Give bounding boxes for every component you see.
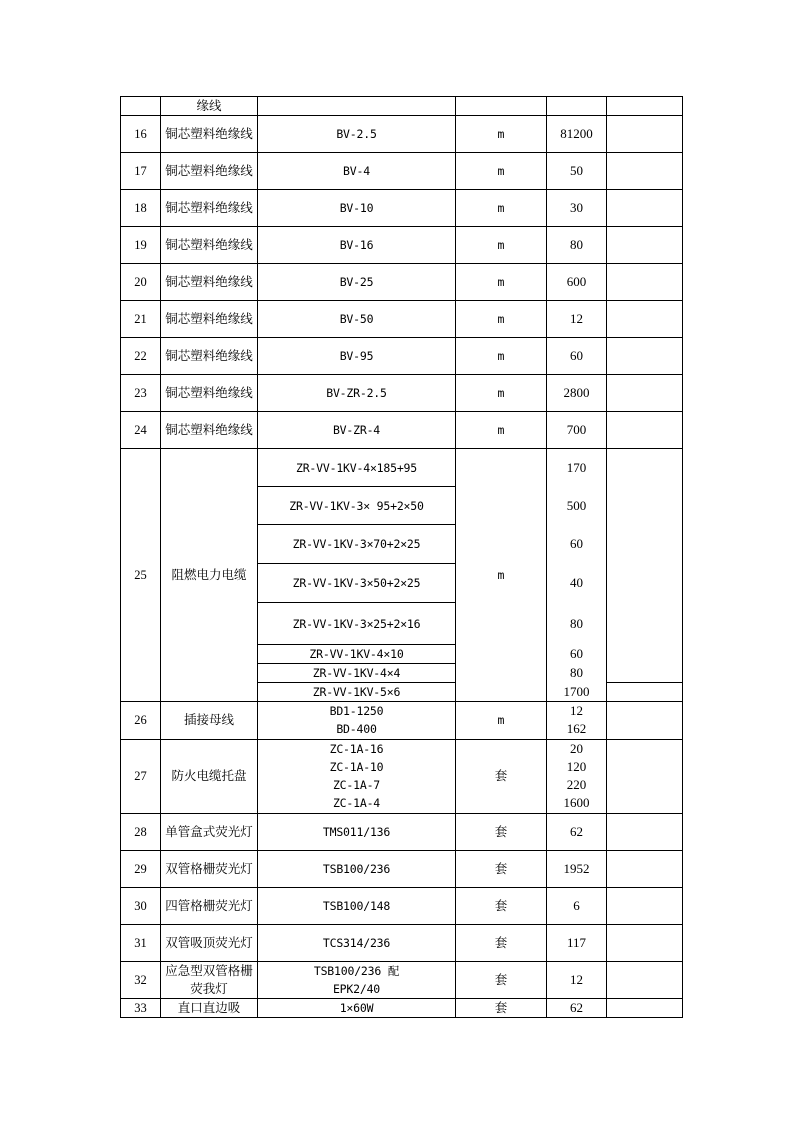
item-remark	[607, 190, 683, 227]
item-remark	[607, 702, 683, 740]
spec-line: ZC-1A-10	[329, 759, 384, 774]
item-spec: TCS314/236	[258, 924, 456, 961]
item-qty: 50	[547, 153, 607, 190]
item-spec: BV-2.5	[258, 116, 456, 153]
item-qty: 6	[547, 887, 607, 924]
qty-line: 220	[566, 777, 587, 793]
item-unit: m	[456, 190, 547, 227]
item-unit: m	[456, 153, 547, 190]
spec-line: BD1-1250	[329, 704, 384, 718]
row-number: 23	[121, 375, 161, 412]
item-qty: 62	[547, 813, 607, 850]
item-qty: 40	[547, 564, 607, 603]
item-spec: TSB100/236	[258, 850, 456, 887]
row-number: 32	[121, 961, 161, 999]
item-qty: 60	[547, 525, 607, 564]
item-spec: BV-95	[258, 338, 456, 375]
item-qty: 2800	[547, 375, 607, 412]
table-row	[121, 813, 683, 850]
item-remark	[607, 887, 683, 924]
table-row	[121, 924, 683, 961]
item-spec: 1×60W	[258, 999, 456, 1018]
item-unit: 套	[456, 887, 547, 924]
row-number: 29	[121, 850, 161, 887]
table-row	[121, 190, 683, 227]
item-unit: m	[456, 449, 547, 702]
item-remark	[607, 301, 683, 338]
item-unit: m	[456, 412, 547, 449]
item-spec: ZR-VV-1KV-4×4	[258, 664, 456, 683]
item-qty: 1700	[547, 683, 607, 702]
item-name: 双管吸顶荧光灯	[161, 924, 258, 961]
spec-line: ZC-1A-7	[332, 778, 381, 793]
table-row	[121, 301, 683, 338]
row-number: 24	[121, 412, 161, 449]
item-unit: m	[456, 227, 547, 264]
item-unit: m	[456, 116, 547, 153]
item-unit: 套	[456, 850, 547, 887]
qty-line: 1600	[563, 795, 590, 811]
row-number: 33	[121, 999, 161, 1018]
materials-table	[120, 96, 683, 1018]
row-number: 28	[121, 813, 161, 850]
row-number: 27	[121, 739, 161, 813]
item-remark	[607, 961, 683, 999]
spec-line: ZC-1A-4	[332, 796, 381, 811]
item-spec: ZR-VV-1KV-4×185+95	[258, 449, 456, 487]
item-unit: m	[456, 375, 547, 412]
item-spec: BV-10	[258, 190, 456, 227]
item-unit: m	[456, 338, 547, 375]
item-unit: m	[456, 264, 547, 301]
row-number: 21	[121, 301, 161, 338]
item-qty: 600	[547, 264, 607, 301]
item-qty: 12	[547, 961, 607, 999]
item-name: 双管格栅荧光灯	[161, 850, 258, 887]
item-qty: 60	[547, 338, 607, 375]
item-remark	[607, 116, 683, 153]
item-remark	[607, 999, 683, 1018]
item-name: 阻燃电力电缆	[161, 449, 258, 702]
item-name: 铜芯塑料绝缘线	[161, 153, 258, 190]
table-row	[121, 153, 683, 190]
qty-line: 120	[566, 759, 587, 775]
item-spec: ZR-VV-1KV-4×10	[258, 645, 456, 664]
item-spec	[258, 961, 456, 999]
table-row	[121, 961, 683, 999]
item-spec: ZR-VV-1KV-3×70+2×25	[258, 525, 456, 564]
item-qty: 1952	[547, 850, 607, 887]
item-name: 铜芯塑料绝缘线	[161, 264, 258, 301]
item-name: 铜芯塑料绝缘线	[161, 338, 258, 375]
table-row	[121, 850, 683, 887]
row-number	[121, 97, 161, 116]
item-unit: m	[456, 702, 547, 740]
item-spec: BV-50	[258, 301, 456, 338]
row-number: 17	[121, 153, 161, 190]
item-name: 铜芯塑料绝缘线	[161, 301, 258, 338]
item-name: 直口直边吸	[161, 999, 258, 1018]
qty-line: 12	[570, 703, 583, 719]
item-qty: 80	[547, 227, 607, 264]
table-row	[121, 375, 683, 412]
item-spec: ZR-VV-1KV-3×50+2×25	[258, 564, 456, 603]
item-qty: 80	[547, 664, 607, 683]
spec-line: TSB100/236 配	[313, 963, 400, 978]
item-unit: 套	[456, 999, 547, 1018]
row-number: 30	[121, 887, 161, 924]
item-remark	[607, 227, 683, 264]
spec-line: EPK2/40	[332, 982, 381, 997]
row-number: 31	[121, 924, 161, 961]
qty-line: 162	[566, 721, 587, 737]
item-unit: 套	[456, 813, 547, 850]
item-qty: 81200	[547, 116, 607, 153]
item-qty	[547, 97, 607, 116]
item-name: 缘线	[161, 97, 258, 116]
item-qty: 500	[547, 487, 607, 525]
item-spec: BV-25	[258, 264, 456, 301]
item-remark	[607, 412, 683, 449]
item-unit: m	[456, 301, 547, 338]
item-qty: 62	[547, 999, 607, 1018]
item-remark	[607, 153, 683, 190]
row-number: 22	[121, 338, 161, 375]
item-spec: TMS011/136	[258, 813, 456, 850]
item-unit	[456, 97, 547, 116]
row-number: 19	[121, 227, 161, 264]
row-number: 20	[121, 264, 161, 301]
item-remark	[607, 449, 683, 683]
item-remark	[607, 97, 683, 116]
item-name: 插接母线	[161, 702, 258, 740]
item-name: 应急型双管格栅荧我灯	[161, 961, 258, 999]
table-row	[121, 739, 683, 813]
item-spec	[258, 739, 456, 813]
spec-line: BD-400	[336, 722, 377, 737]
item-spec: BV-4	[258, 153, 456, 190]
item-spec: ZR-VV-1KV-5×6	[258, 683, 456, 702]
row-number: 26	[121, 702, 161, 740]
item-name: 铜芯塑料绝缘线	[161, 116, 258, 153]
row-number: 25	[121, 449, 161, 702]
table-row	[121, 702, 683, 740]
item-remark	[607, 375, 683, 412]
item-spec: BV-ZR-4	[258, 412, 456, 449]
document-page	[120, 96, 682, 1018]
item-qty: 80	[547, 603, 607, 645]
item-unit: 套	[456, 739, 547, 813]
table-row	[121, 338, 683, 375]
item-qty	[547, 739, 607, 813]
item-remark	[607, 924, 683, 961]
item-name: 防火电缆托盘	[161, 739, 258, 813]
item-name: 铜芯塑料绝缘线	[161, 190, 258, 227]
item-qty: 170	[547, 449, 607, 487]
table-row	[121, 449, 683, 487]
table-row	[121, 227, 683, 264]
item-spec	[258, 97, 456, 116]
row-number: 16	[121, 116, 161, 153]
item-spec: TSB100/148	[258, 887, 456, 924]
table-row	[121, 97, 683, 116]
item-remark	[607, 813, 683, 850]
item-spec: BV-16	[258, 227, 456, 264]
item-spec: BV-ZR-2.5	[258, 375, 456, 412]
item-remark	[607, 850, 683, 887]
item-remark	[607, 338, 683, 375]
item-qty: 30	[547, 190, 607, 227]
table-row	[121, 887, 683, 924]
item-remark	[607, 264, 683, 301]
item-qty: 12	[547, 301, 607, 338]
item-name: 铜芯塑料绝缘线	[161, 227, 258, 264]
item-spec	[258, 702, 456, 740]
item-name: 四管格栅荧光灯	[161, 887, 258, 924]
item-name: 铜芯塑料绝缘线	[161, 375, 258, 412]
item-unit: 套	[456, 961, 547, 999]
spec-line: ZC-1A-16	[329, 741, 384, 756]
item-unit: 套	[456, 924, 547, 961]
item-spec: ZR-VV-1KV-3× 95+2×50	[258, 487, 456, 525]
item-qty: 60	[547, 645, 607, 664]
table-row	[121, 264, 683, 301]
item-remark	[607, 739, 683, 813]
qty-line: 20	[570, 741, 583, 757]
table-row	[121, 999, 683, 1018]
item-qty: 117	[547, 924, 607, 961]
item-qty: 700	[547, 412, 607, 449]
item-name: 单管盒式荧光灯	[161, 813, 258, 850]
row-number: 18	[121, 190, 161, 227]
item-qty	[547, 702, 607, 740]
table-row	[121, 116, 683, 153]
item-remark	[607, 683, 683, 702]
item-name: 铜芯塑料绝缘线	[161, 412, 258, 449]
item-spec: ZR-VV-1KV-3×25+2×16	[258, 603, 456, 645]
table-row	[121, 412, 683, 449]
